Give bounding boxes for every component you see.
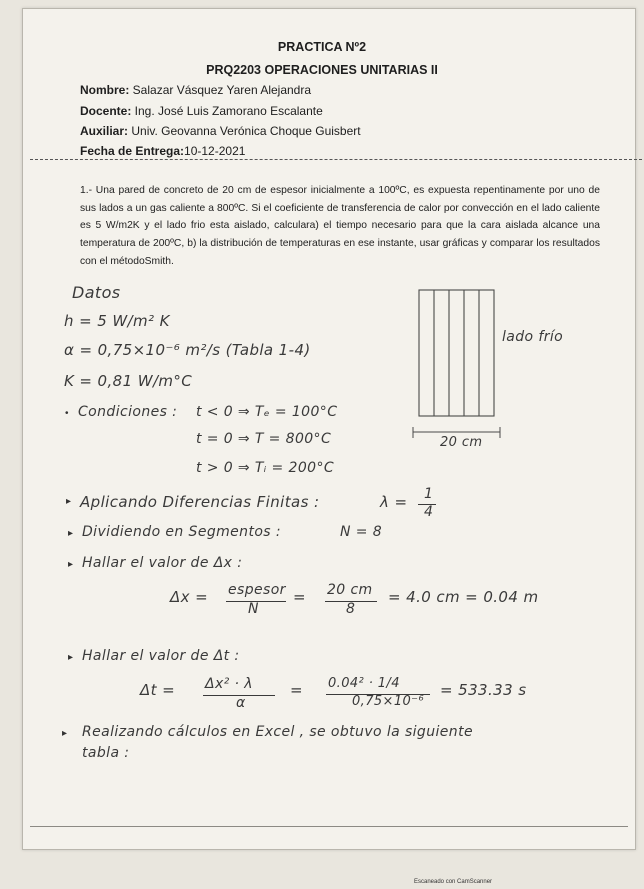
datos-heading: Datos [72,283,121,302]
bullet-dot: • [65,408,69,419]
auxiliar-label: Auxiliar: [80,124,129,138]
fecha-label: Fecha de Entrega: [80,144,185,158]
dt-denominator-2: 0,75×10⁻⁶ [352,694,425,709]
scanner-watermark: Escaneado con CamScanner [414,879,493,885]
auxiliar-value: Univ. Geovanna Verónica Choque Guisbert [128,124,361,138]
condition-3: t > 0 ⇒ Tᵢ = 200°C [196,460,335,476]
due-date [80,144,245,158]
dt-equals: = [290,681,303,699]
cold-side-label: lado frío [502,329,564,345]
aplicando-text: Aplicando Diferencias Finitas : [80,493,320,511]
condition-1: t < 0 ⇒ Tₑ = 100°C [196,404,338,420]
alpha-value: α = 0,75×10⁻⁶ m²/s (Tabla 1-4) [64,341,311,359]
wall-outline [419,290,494,416]
problem-statement: 1.- Una pared de concreto de 20 cm de espesor inicialmente a 100ºC, es expuesta repentinamente por uno de sus lados a un gas caliente a 800ºC. Si el coeficiente de transferencia de calor por convección en el lado caliente es 5 W/m2K y el lado frio esta aislado, calculara) el tiempo necesario para que la cara aislada alcance una temperatura de 200ºC, b) la distribución de temperaturas en ese instante, usar gráficas y comparar los resultados con el métodoSmith. [80,185,600,267]
tabla-text: tabla : [82,745,130,761]
hallar-dt-text: Hallar el valor de Δt : [82,648,240,664]
condition-2: t = 0 ⇒ T = 800°C [196,431,332,447]
fecha-value: 10-12-2021 [184,144,246,158]
dt-lhs: Δt = [140,681,176,699]
practice-title: PRACTICA Nº2 [277,40,367,54]
dx-numerator: espesor [228,582,286,598]
nombre-value: Salazar Vásquez Yaren Alejandra [129,83,312,97]
dt-numerator: Δx² · λ [205,676,253,692]
nombre-label: Nombre: [80,83,130,97]
dx-denominator-2: 8 [346,601,356,617]
dx-result: = 4.0 cm = 0.04 m [388,588,539,606]
realizando-text: Realizando cálculos en Excel , se obtuvo la siguiente [82,724,473,740]
dx-numerator-2: 20 cm [327,582,373,598]
h-value: h = 5 W/m² K [64,312,170,330]
assistant-name [80,124,361,138]
docente-label: Docente: [80,104,132,118]
page-bottom-rule [30,826,628,827]
student-name [80,83,311,97]
hallar-dx-text: Hallar el valor de Δx : [82,555,243,571]
k-value: K = 0,81 W/m°C [64,372,193,390]
wall-diagram [405,284,515,454]
condiciones-label: Condiciones : [78,404,178,420]
bullet-arrow: ▸ [62,728,68,739]
course-title: PRQ2203 OPERACIONES UNITARIAS II [206,63,438,77]
dx-equals: = [293,588,306,606]
wall-width-label: 20 cm [440,435,483,450]
bullet-arrow: ▸ [66,496,72,507]
lambda-lhs: λ = [380,493,408,511]
dt-denominator: α [236,695,246,711]
teacher-name [80,104,323,118]
bullet-arrow: ▸ [68,652,74,663]
dx-lhs: Δx = [170,588,209,606]
lambda-numerator: 1 [424,486,434,502]
bullet-arrow: ▸ [68,559,74,570]
docente-value: Ing. José Luis Zamorano Escalante [131,104,323,118]
n-segments: N = 8 [340,524,383,540]
dx-denominator: N [248,601,259,617]
dividiendo-text: Dividiendo en Segmentos : [82,524,281,540]
dt-numerator-2: 0.04² · 1/4 [328,676,400,691]
lambda-denominator: 4 [424,504,434,520]
bullet-arrow: ▸ [68,528,74,539]
dt-result: = 533.33 s [440,681,527,699]
dashed-divider [30,159,642,160]
